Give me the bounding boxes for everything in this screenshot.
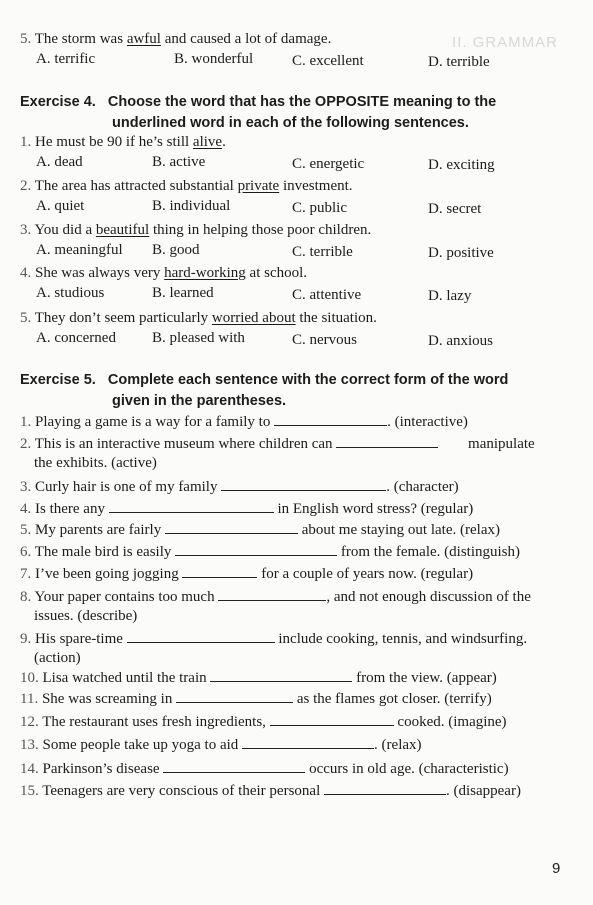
ex5-question-5: 5. My parents are fairly about me staying out late. (relax) xyxy=(20,522,500,538)
ex4-q2-option-d: D. secret xyxy=(428,201,482,217)
underlined-word: hard-working xyxy=(164,265,246,281)
ex4-q1-option-b: B. active xyxy=(152,154,206,170)
underlined-word: worried about xyxy=(211,310,296,326)
ex4-q2-option-a: A. quiet xyxy=(36,198,85,214)
ex5-question-2: 2. This is an interactive museum where children can manipulate xyxy=(20,436,535,452)
ex4-question-4: 4. She was always very hard-working at school. xyxy=(20,265,308,281)
ex4-q5-option-c: C. nervous xyxy=(292,332,357,348)
question-number: 4. xyxy=(20,265,32,281)
ex5-question-10: 10. Lisa watched until the train from the view. (appear) xyxy=(20,670,497,686)
ex5-question-2-continuation: the exhibits. (active) xyxy=(34,455,157,471)
ex4-q1-option-c: C. energetic xyxy=(292,156,365,172)
question-number: 1. xyxy=(20,134,32,150)
answer-blank[interactable] xyxy=(274,413,387,426)
ex4-q2-option-b: B. individual xyxy=(152,198,231,214)
ex4-q3-option-c: C. terrible xyxy=(292,244,353,260)
ex4-q5-option-b: B. pleased with xyxy=(152,330,245,346)
answer-blank[interactable] xyxy=(175,543,337,556)
answer-blank[interactable] xyxy=(182,565,257,578)
question-number: 6. xyxy=(20,544,32,560)
exercise-4-instruction-cont: underlined word in each of the following sentences. xyxy=(112,115,469,131)
answer-blank[interactable] xyxy=(163,760,305,773)
question-number: 5. xyxy=(20,522,32,538)
ex5-question-4: 4. Is there any in English word stress? (regular) xyxy=(20,501,474,517)
ex5-question-8: 8. Your paper contains too much , and not enough discussion of the xyxy=(20,589,531,605)
question-number: 14. xyxy=(20,761,39,777)
answer-blank[interactable] xyxy=(218,588,326,601)
question-number: 5. xyxy=(20,310,32,326)
exercise-5-heading: Exercise 5. Complete each sentence with the correct form of the word xyxy=(20,372,509,388)
ex5-question-7: 7. I’ve been going jogging for a couple of years now. (regular) xyxy=(20,566,474,582)
ex4-q5-option-a: A. concerned xyxy=(36,330,116,346)
ex4-q2-option-c: C. public xyxy=(292,200,347,216)
question-number: 8. xyxy=(20,589,32,605)
ex4-q1-option-d: D. exciting xyxy=(428,157,495,173)
bleed-through-text: II. GRAMMAR xyxy=(452,34,559,51)
question-number: 12. xyxy=(20,714,39,730)
question-number: 4. xyxy=(20,501,32,517)
answer-blank[interactable] xyxy=(242,736,374,749)
exercise-5-instruction-cont: given in the parentheses. xyxy=(112,393,287,409)
ex5-question-6: 6. The male bird is easily from the female. (distinguish) xyxy=(20,544,520,560)
answer-blank[interactable] xyxy=(336,435,438,448)
question-number: 13. xyxy=(20,737,39,753)
ex5-question-13: 13. Some people take up yoga to aid . (relax) xyxy=(20,737,422,753)
ex5-question-12: 12. The restaurant uses fresh ingredients, cooked. (imagine) xyxy=(20,714,507,730)
ex4-q1-option-a: A. dead xyxy=(36,154,83,170)
ex4-q3-option-a: A. meaningful xyxy=(36,242,123,258)
question-number: 9. xyxy=(20,631,32,647)
option-d: D. terrible xyxy=(428,54,490,70)
ex4-question-3: 3. You did a beautiful thing in helping those poor children. xyxy=(20,222,372,238)
question-number: 1. xyxy=(20,414,32,430)
question-number: 15. xyxy=(20,783,39,799)
question-number: 11. xyxy=(20,691,39,707)
ex4-question-2: 2. The area has attracted substantial private investment. xyxy=(20,178,353,194)
ex4-q4-option-b: B. learned xyxy=(152,285,214,301)
question-line: 5. The storm was awful and caused a lot of damage. xyxy=(20,31,332,47)
question-number: 2. xyxy=(20,178,32,194)
ex5-question-9-continuation: (action) xyxy=(34,650,81,666)
ex4-q4-option-a: A. studious xyxy=(36,285,105,301)
question-number: 10. xyxy=(20,670,39,686)
underlined-word: alive xyxy=(192,134,223,150)
answer-blank[interactable] xyxy=(221,478,386,491)
option-b: B. wonderful xyxy=(174,51,254,67)
question-number: 3. xyxy=(20,479,32,495)
option-a: A. terrific xyxy=(36,51,96,67)
underlined-word: private xyxy=(237,178,280,194)
answer-blank[interactable] xyxy=(109,500,274,513)
question-number: 3. xyxy=(20,222,32,238)
answer-blank[interactable] xyxy=(324,782,446,795)
answer-blank[interactable] xyxy=(165,521,298,534)
ex5-question-8-continuation: issues. (describe) xyxy=(34,608,138,624)
underlined-word: beautiful xyxy=(95,222,150,238)
ex5-question-3: 3. Curly hair is one of my family . (character) xyxy=(20,479,459,495)
ex4-q3-option-d: D. positive xyxy=(428,245,494,261)
underlined-word: awful xyxy=(126,31,161,47)
ex5-question-1: 1. Playing a game is a way for a family to . (interactive) xyxy=(20,414,468,430)
exercise-4-heading: Exercise 4. Choose the word that has the OPPOSITE meaning to the xyxy=(20,94,497,110)
option-c: C. excellent xyxy=(292,53,364,69)
ex5-question-15: 15. Teenagers are very conscious of their personal . (disappear) xyxy=(20,783,521,799)
ex5-question-9: 9. His spare-time include cooking, tennis, and windsurfing. xyxy=(20,631,528,647)
ex4-q4-option-d: D. lazy xyxy=(428,288,472,304)
answer-blank[interactable] xyxy=(176,690,293,703)
question-number: 2. xyxy=(20,436,32,452)
ex4-q3-option-b: B. good xyxy=(152,242,200,258)
ex4-question-1: 1. He must be 90 if he’s still alive. xyxy=(20,134,226,150)
answer-blank[interactable] xyxy=(210,669,352,682)
question-number: 5. xyxy=(20,31,32,47)
ex4-q4-option-c: C. attentive xyxy=(292,287,362,303)
question-number: 7. xyxy=(20,566,32,582)
ex5-question-11: 11. She was screaming in as the flames got closer. (terrify) xyxy=(20,691,492,707)
ex5-question-14: 14. Parkinson’s disease occurs in old age. (characteristic) xyxy=(20,761,509,777)
answer-blank[interactable] xyxy=(270,713,394,726)
answer-blank[interactable] xyxy=(127,630,275,643)
ex4-q5-option-d: D. anxious xyxy=(428,333,493,349)
page-number: 9 xyxy=(552,860,561,877)
ex4-question-5: 5. They don’t seem particularly worried about the situation. xyxy=(20,310,377,326)
